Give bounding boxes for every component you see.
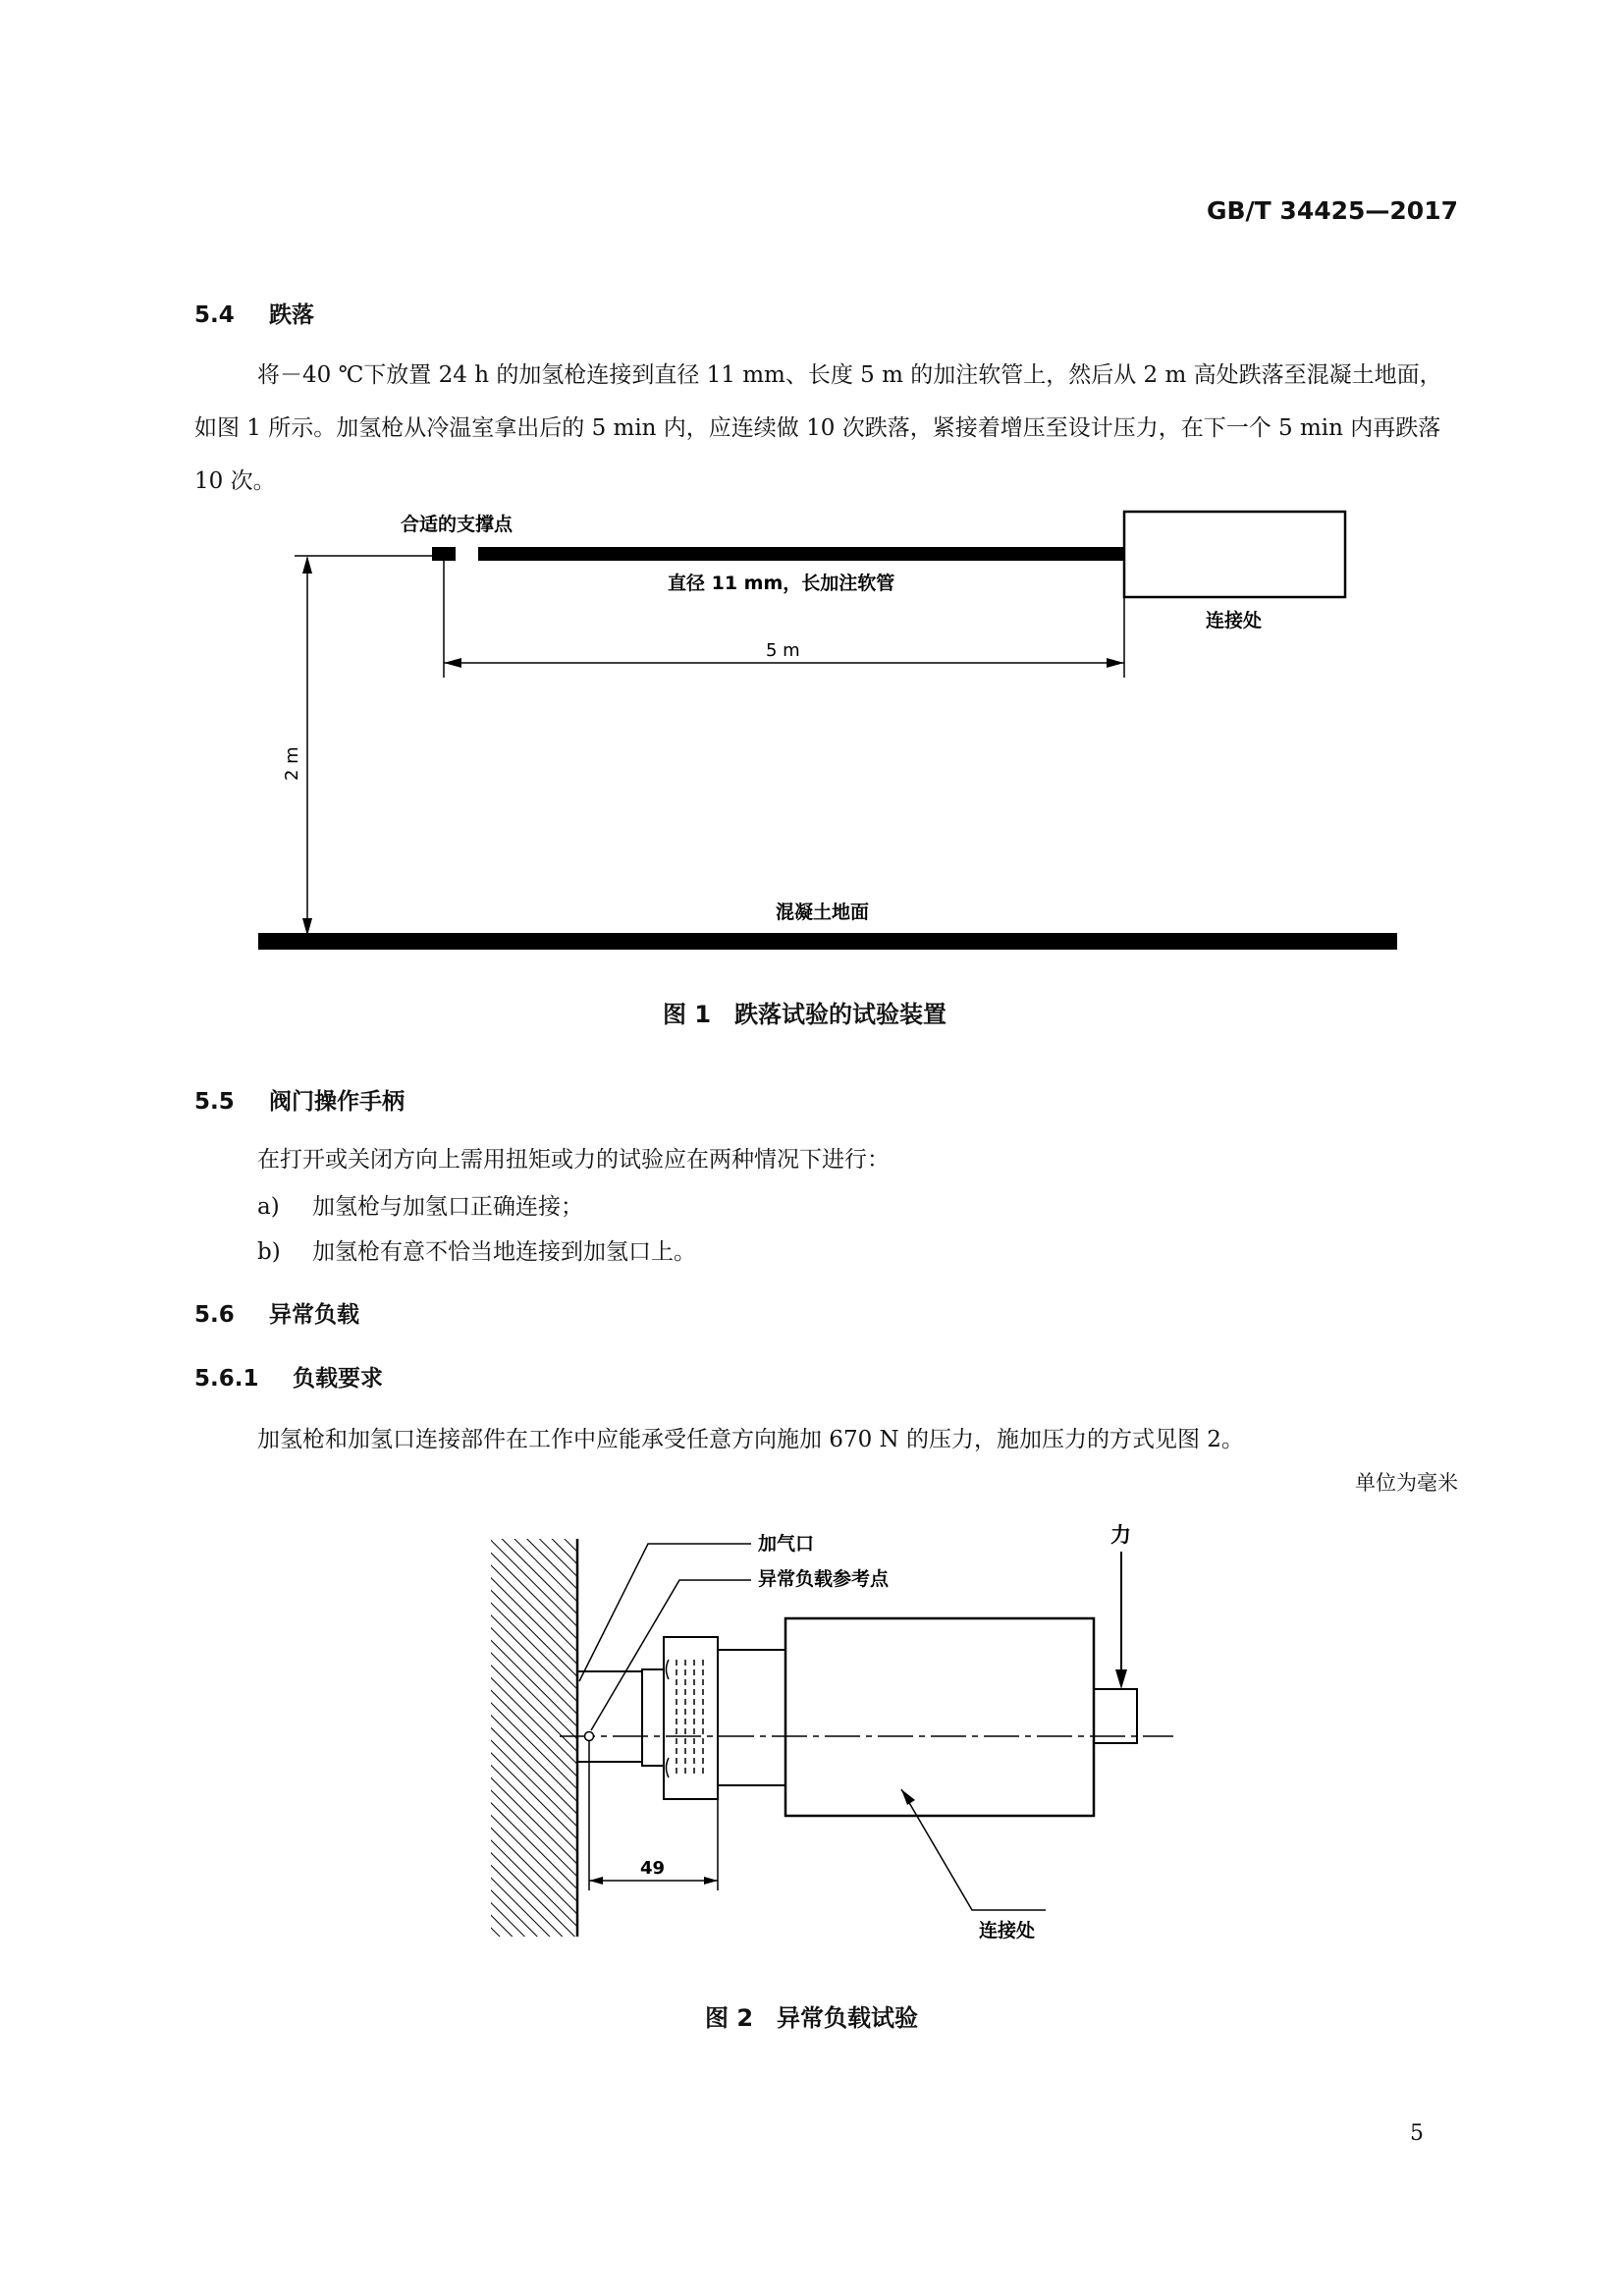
list-item-text: 加氢枪有意不恰当地连接到加氢口上。 xyxy=(312,1239,696,1265)
reference-point-label: 异常负载参考点 xyxy=(758,1568,890,1590)
section-number: 5.6 xyxy=(194,1302,235,1328)
nozzle-body xyxy=(785,1618,1094,1816)
ground-label: 混凝土地面 xyxy=(776,902,870,923)
hose-label: 直径 11 mm，长加注软管 xyxy=(668,573,895,594)
section-title: 跌落 xyxy=(269,302,315,328)
inlet-leader xyxy=(579,1544,751,1681)
section-5-6-heading xyxy=(194,1296,359,1329)
section-title: 负载要求 xyxy=(293,1366,384,1392)
ref-point-leader xyxy=(591,1580,751,1730)
figure-1-caption: 图 1 跌落试验的试验装置 xyxy=(663,1001,947,1028)
threaded-collar xyxy=(664,1637,718,1799)
section-number: 5.6.1 xyxy=(194,1366,259,1392)
support-point-label: 合适的支撑点 xyxy=(401,514,514,535)
section-number: 5.4 xyxy=(194,302,235,328)
section-5-6-1-paragraph: 加氢枪和加氢口连接部件在工作中应能承受任意方向施加 670 N 的压力，施加压力的方式见图 2。 xyxy=(257,1427,1244,1452)
connection-leader xyxy=(901,1789,1046,1910)
force-label: 力 xyxy=(1110,1523,1131,1547)
dimension-label: 49 xyxy=(640,1858,666,1879)
list-marker: a) xyxy=(257,1194,280,1220)
length-label: 5 m xyxy=(766,640,800,661)
nozzle-neck xyxy=(718,1650,785,1785)
figure-2-caption: 图 2 异常负载试验 xyxy=(705,2004,919,2032)
section-5-5-intro: 在打开或关闭方向上需用扭矩或力的试验应在两种情况下进行： xyxy=(257,1147,890,1173)
figure-1-drop-test-diagram xyxy=(0,0,1623,982)
wall-hatch xyxy=(491,1539,577,1937)
page-number: 5 xyxy=(1410,2121,1424,2146)
support-point-block xyxy=(432,547,456,561)
list-marker: b) xyxy=(257,1239,281,1265)
section-number: 5.5 xyxy=(194,1089,235,1115)
concrete-ground xyxy=(258,933,1397,950)
section-5-4-paragraph: 将－40 ℃下放置 24 h 的加氢枪连接到直径 11 mm、长度 5 m 的加注软管上，然后从 2 m 高处跌落至混凝土地面，如图 1 所示。加氢枪从冷温室拿出后的 5 min 内，应连续做 10 次跌落，紧接着增压至设计压力，在下一个 5 min 内再跌落 10 次。 xyxy=(194,362,1442,494)
height-label: 2 m xyxy=(282,746,302,781)
list-item-b xyxy=(257,1233,696,1266)
section-title: 阀门操作手柄 xyxy=(269,1089,406,1115)
unit-note: 单位为毫米 xyxy=(1355,1471,1458,1495)
inlet-ring xyxy=(642,1669,664,1766)
inlet-label: 加气口 xyxy=(758,1533,815,1555)
inlet-body xyxy=(577,1671,642,1762)
reference-point xyxy=(585,1732,594,1741)
hose-line xyxy=(478,547,1124,561)
end-cap xyxy=(1094,1689,1137,1743)
section-title: 异常负载 xyxy=(269,1302,360,1328)
connection-label: 连接处 xyxy=(979,1920,1036,1941)
standard-id: GB/T 34425—2017 xyxy=(1206,196,1458,225)
list-item-text: 加氢枪与加氢口正确连接； xyxy=(312,1194,583,1220)
section-5-6-1-heading xyxy=(194,1360,383,1393)
connection-box xyxy=(1124,512,1345,597)
figure-2-abnormal-load-diagram xyxy=(0,1512,1623,1974)
connection-label: 连接处 xyxy=(1206,610,1263,631)
section-5-5-heading xyxy=(194,1083,405,1116)
list-item-a xyxy=(257,1188,583,1221)
